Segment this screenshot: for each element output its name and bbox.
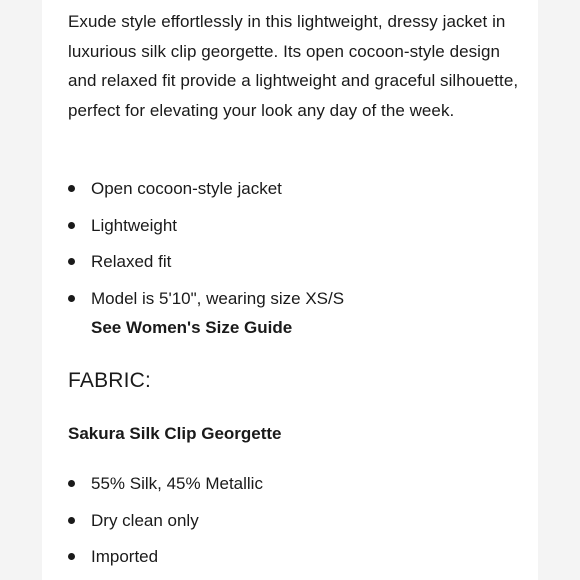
bullet-icon — [68, 553, 75, 560]
list-item — [68, 211, 518, 240]
bullet-icon — [68, 295, 75, 302]
product-description: Exude style effortlessly in this lightweight, dressy jacket in luxurious silk clip georgette. Its open cocoon-style design and relaxed fit provide a lightweight and graceful silhouette, perfect for elevating your look any day of the week. — [68, 12, 519, 120]
list-item — [68, 284, 518, 342]
fabric-heading: FABRIC: — [68, 369, 152, 392]
fabric-name: Sakura Silk Clip Georgette — [68, 424, 282, 443]
list-item — [68, 542, 518, 571]
fabric-detail-label: 55% Silk, 45% Metallic — [91, 474, 263, 493]
bullet-icon — [68, 258, 75, 265]
list-item — [68, 469, 518, 498]
bullet-icon — [68, 222, 75, 229]
fabric-detail-list — [68, 469, 518, 571]
bullet-icon — [68, 517, 75, 524]
feature-label: Open cocoon-style jacket — [91, 179, 282, 198]
product-details-panel — [42, 0, 538, 580]
fabric-detail-label: Imported — [91, 547, 159, 566]
list-item — [68, 174, 518, 203]
list-item — [68, 247, 518, 276]
size-guide-link[interactable]: See Women's Size Guide — [91, 317, 293, 337]
feature-label: Relaxed fit — [91, 252, 172, 271]
bullet-icon — [68, 185, 75, 192]
fabric-detail-label: Dry clean only — [91, 510, 199, 530]
feature-list — [68, 174, 518, 342]
bullet-icon — [68, 480, 75, 487]
list-item — [68, 506, 518, 535]
feature-label: Lightweight — [91, 215, 178, 235]
feature-label: Model is 5'10", wearing size XS/S — [91, 288, 345, 308]
